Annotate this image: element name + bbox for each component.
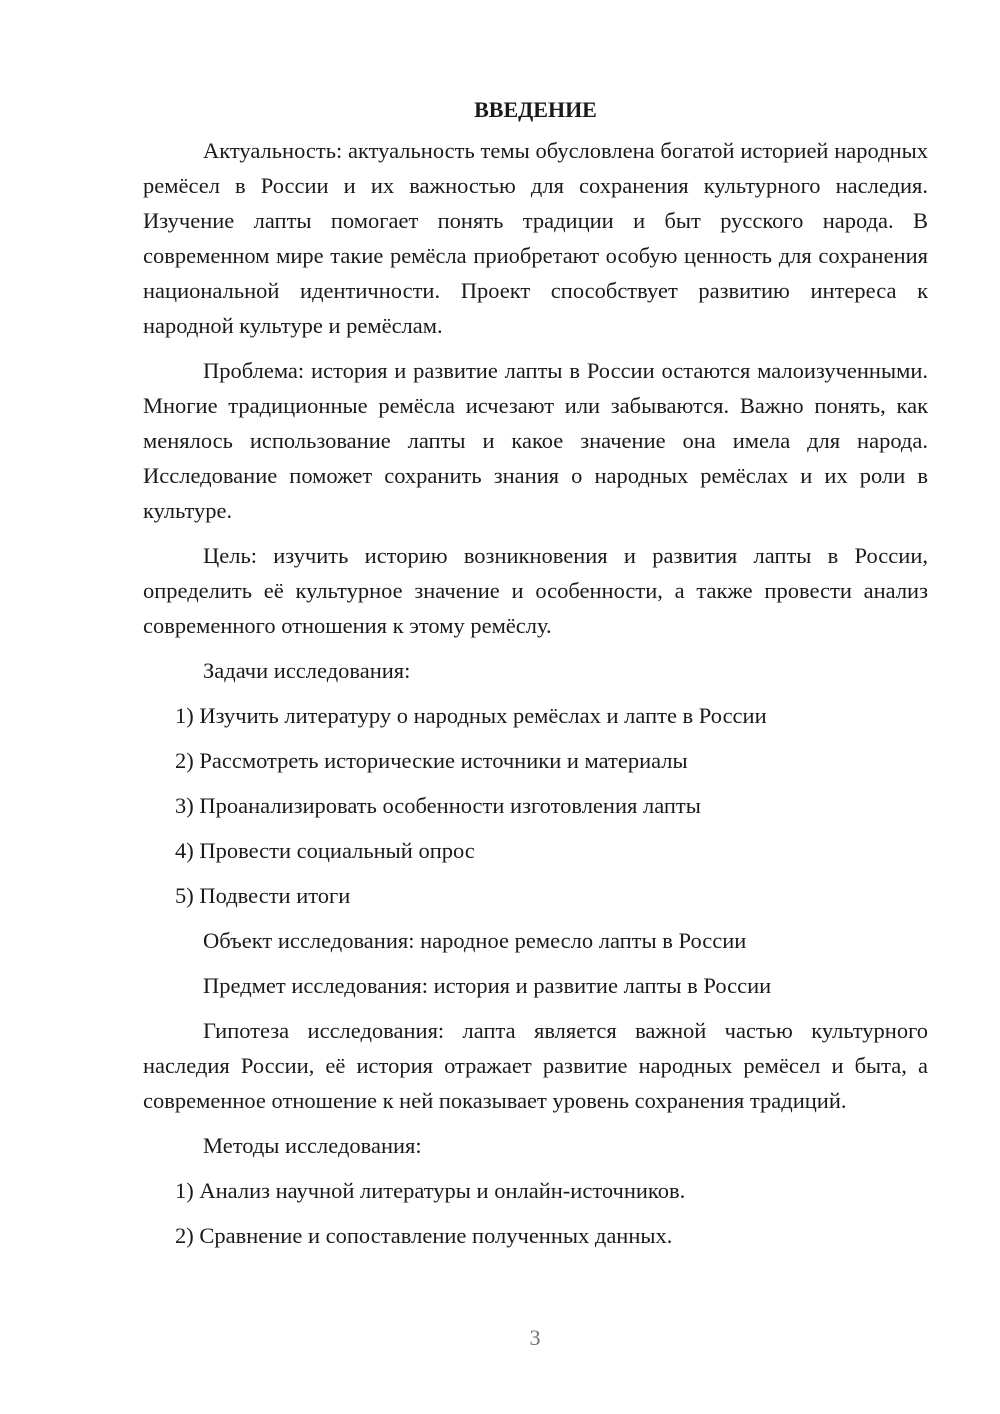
research-subject: Предмет исследования: история и развитие лапты в России bbox=[203, 973, 772, 998]
problem-paragraph: Проблема: история и развитие лапты в России остаются малоизученными. Многие традиционные ремёсла исчезают или забываются. Важно понять, как менялось использование лапты и какое значение она имела для народа. Исследование поможет сохранить знания о народных ремёслах и их роли в культуре. bbox=[143, 358, 928, 523]
document-page bbox=[143, 92, 928, 1263]
task-item: 4) Провести социальный опрос bbox=[175, 838, 475, 863]
page-number: 3 bbox=[529, 1325, 541, 1350]
relevance-paragraph: Актуальность: актуальность темы обусловлена богатой историей народных ремёсел в России и их важностью для сохранения культурного наследия. Изучение лапты помогает понять традиции и быт русского народа. В современном мире такие ремёсла приобретают особую ценность для сохранения национальной идентичности. Проект способствует развитию интереса к народной культуре и ремёслам. bbox=[143, 138, 928, 338]
methods-heading: Методы исследования: bbox=[203, 1133, 422, 1158]
hypothesis-paragraph: Гипотеза исследования: лапта является важной частью культурного наследия России, её история отражает развитие народных ремёсел и быта, а современное отношение к ней показывает уровень сохранения традиций. bbox=[143, 1018, 928, 1113]
method-item: 2) Сравнение и сопоставление полученных данных. bbox=[175, 1223, 673, 1248]
task-item: 1) Изучить литературу о народных ремёслах и лапте в России bbox=[175, 703, 767, 728]
tasks-heading: Задачи исследования: bbox=[203, 658, 411, 683]
section-heading: ВВЕДЕНИЕ bbox=[474, 97, 597, 122]
task-item: 5) Подвести итоги bbox=[175, 883, 351, 908]
goal-paragraph: Цель: изучить историю возникновения и развития лапты в России, определить её культурное значение и особенности, а также провести анализ современного отношения к этому ремёслу. bbox=[143, 543, 928, 638]
task-item: 2) Рассмотреть исторические источники и материалы bbox=[175, 748, 688, 773]
task-item: 3) Проанализировать особенности изготовления лапты bbox=[175, 793, 701, 818]
research-object: Объект исследования: народное ремесло лапты в России bbox=[203, 928, 747, 953]
method-item: 1) Анализ научной литературы и онлайн-источников. bbox=[175, 1178, 686, 1203]
